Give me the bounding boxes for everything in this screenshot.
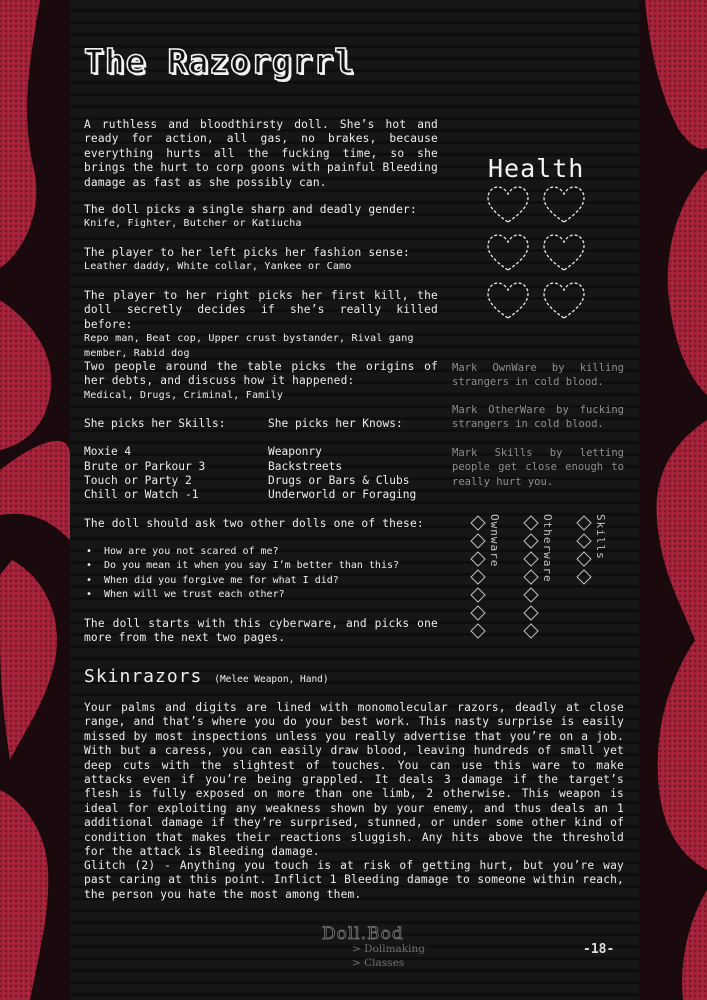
heart-icon[interactable]: [544, 283, 584, 318]
left-decorative-border: [0, 0, 70, 1000]
checkbox-diamond-icon[interactable]: [471, 570, 485, 584]
skills-heading: She picks her Skills:: [84, 417, 226, 430]
skill-item: Brute or Parkour 3: [84, 459, 206, 473]
skinrazors-body: Your palms and digits are lined with monomolecular razors, deadly at close range, and that’s where you do your best work. This nasty surprise is easily missed by most inspections unless you really advertise that you’re on a job. With but a caress, you can easily draw blood, leaving hundreds of small yet deep cuts with the slightest of touches. You can use this ware to make attacks even if you’re being grappled. It deals 3 damage if the target’s flesh is fully exposed on more than one limb, 2 otherwise. This weapon is ideal for exploiting any weakness shown by your enemy, and thus deals an 1 additional damage if they’re surprised, stunned, or under some other kind of condition that makes their reactions sluggish. Any hits above the threshold for the attack is Bleeding damage.: [84, 701, 624, 859]
right-decorative-border: [639, 0, 707, 1000]
fashion-text: The player to her left picks her fashion sense:: [84, 246, 410, 259]
left-blade-pattern: [0, 0, 70, 1000]
checkbox-diamond-icon[interactable]: [471, 552, 485, 566]
fashion-section: [84, 246, 438, 275]
first-kill-section: [84, 289, 438, 361]
questions-intro: The doll should ask two other dolls one of these:: [84, 517, 424, 530]
checkbox-diamond-icon[interactable]: [471, 624, 485, 638]
intro-paragraph: A ruthless and bloodthirsty doll. She’s hot and ready for action, all gas, no brakes, because everything hurts all the fucking time, so she brings the hurt to corp goons with painful Bleeding damage as fast as she possibly can.: [84, 118, 438, 189]
skills-track: [577, 516, 591, 584]
health-hearts: [486, 186, 596, 326]
skinrazors-heading: [84, 666, 329, 687]
ownware-track-label: Ownware: [488, 514, 501, 568]
debts-text: Two people around the table picks the origins of her debts, and discuss how it happened:: [84, 360, 438, 388]
checkbox-diamond-icon[interactable]: [471, 606, 485, 620]
checkbox-diamond-icon[interactable]: [524, 588, 538, 602]
footer-breadcrumb-classes: > Classes: [352, 957, 405, 969]
knows-item: Drugs or Bars & Clubs: [268, 473, 410, 487]
mark-ownware-text: Mark OwnWare by killing strangers in cold blood.: [452, 362, 624, 389]
skinrazors-name: Skinrazors: [84, 666, 203, 687]
first-kill-text: The player to her right picks her first kill, the doll secretly decides if she’s really killed before:: [84, 289, 438, 331]
debts-options: Medical, Drugs, Criminal, Family: [84, 389, 284, 401]
gender-text: The doll picks a single sharp and deadly gender:: [84, 203, 417, 216]
advancement-tracks: [466, 512, 606, 647]
page-number: -18-: [583, 942, 615, 957]
gender-options: Knife, Fighter, Butcher or Katiucha: [84, 218, 302, 230]
knows-list: [268, 417, 416, 502]
heart-icon[interactable]: [488, 283, 528, 318]
question-item: • How are you not scared of me?: [84, 545, 399, 559]
heart-icon[interactable]: [544, 235, 584, 270]
checkbox-diamond-icon[interactable]: [524, 516, 538, 530]
otherware-track-label: Otherware: [541, 514, 554, 583]
footer-logo-title: Doll.Bod: [322, 924, 404, 944]
gender-section: [84, 203, 438, 232]
checkbox-diamond-icon[interactable]: [577, 552, 591, 566]
skill-item: Moxie 4: [84, 445, 132, 459]
first-kill-options: Repo man, Beat cop, Upper crust bystander, Rival gang member, Rabid dog: [84, 333, 414, 359]
skill-item: Chill or Watch -1: [84, 488, 199, 502]
fashion-options: Leather daddy, White collar, Yankee or Camo: [84, 261, 352, 273]
heart-icon[interactable]: [544, 187, 584, 222]
skinrazors-tag: (Melee Weapon, Hand): [214, 674, 329, 685]
checkbox-diamond-icon[interactable]: [524, 570, 538, 584]
checkbox-diamond-icon[interactable]: [524, 624, 538, 638]
otherware-track: [524, 516, 538, 638]
checkbox-diamond-icon[interactable]: [471, 588, 485, 602]
question-item: • When did you forgive me for what I did?: [84, 574, 399, 588]
checkbox-diamond-icon[interactable]: [471, 534, 485, 548]
heart-icon[interactable]: [488, 187, 528, 222]
skills-list: [84, 417, 225, 502]
mark-otherware-text: Mark OtherWare by fucking strangers in cold blood.: [452, 404, 624, 431]
knows-item: Backstreets: [268, 459, 343, 473]
footer-breadcrumb-dollmaking: > Dollmaking: [352, 943, 426, 955]
checkbox-diamond-icon[interactable]: [577, 570, 591, 584]
cyberware-intro: The doll starts with this cyberware, and picks one more from the next two pages.: [84, 617, 438, 645]
ownware-track: [471, 516, 485, 638]
debts-section: [84, 360, 438, 403]
checkbox-diamond-icon[interactable]: [524, 552, 538, 566]
skills-track-label: Skills: [594, 514, 607, 560]
knows-item: Underworld or Foraging: [268, 488, 417, 502]
heart-icon[interactable]: [488, 235, 528, 270]
skill-item: Touch or Party 2: [84, 473, 192, 487]
mark-skills-text: Mark Skills by letting people get close enough to really hurt you.: [452, 447, 624, 488]
skinrazors-glitch: Glitch (2) - Anything you touch is at risk of getting hurt, but you’re way past caring at this point. Inflict 1 Bleeding damage to someone within reach, the person you hate the most among them.: [84, 859, 624, 901]
checkbox-diamond-icon[interactable]: [524, 534, 538, 548]
checkbox-diamond-icon[interactable]: [471, 516, 485, 530]
checkbox-diamond-icon[interactable]: [577, 534, 591, 548]
question-item: • Do you mean it when you say I’m better than this?: [84, 559, 399, 573]
health-title: Health: [488, 154, 585, 183]
knows-item: Weaponry: [268, 445, 322, 459]
right-blade-pattern: [639, 0, 707, 1000]
question-item: • When will we trust each other?: [84, 588, 399, 602]
footer-logo: [322, 924, 432, 974]
checkbox-diamond-icon[interactable]: [524, 606, 538, 620]
questions-list: [84, 545, 399, 603]
checkbox-diamond-icon[interactable]: [577, 516, 591, 530]
knows-heading: She picks her Knows:: [268, 417, 403, 430]
page-title: The Razorgrrl: [84, 42, 356, 81]
